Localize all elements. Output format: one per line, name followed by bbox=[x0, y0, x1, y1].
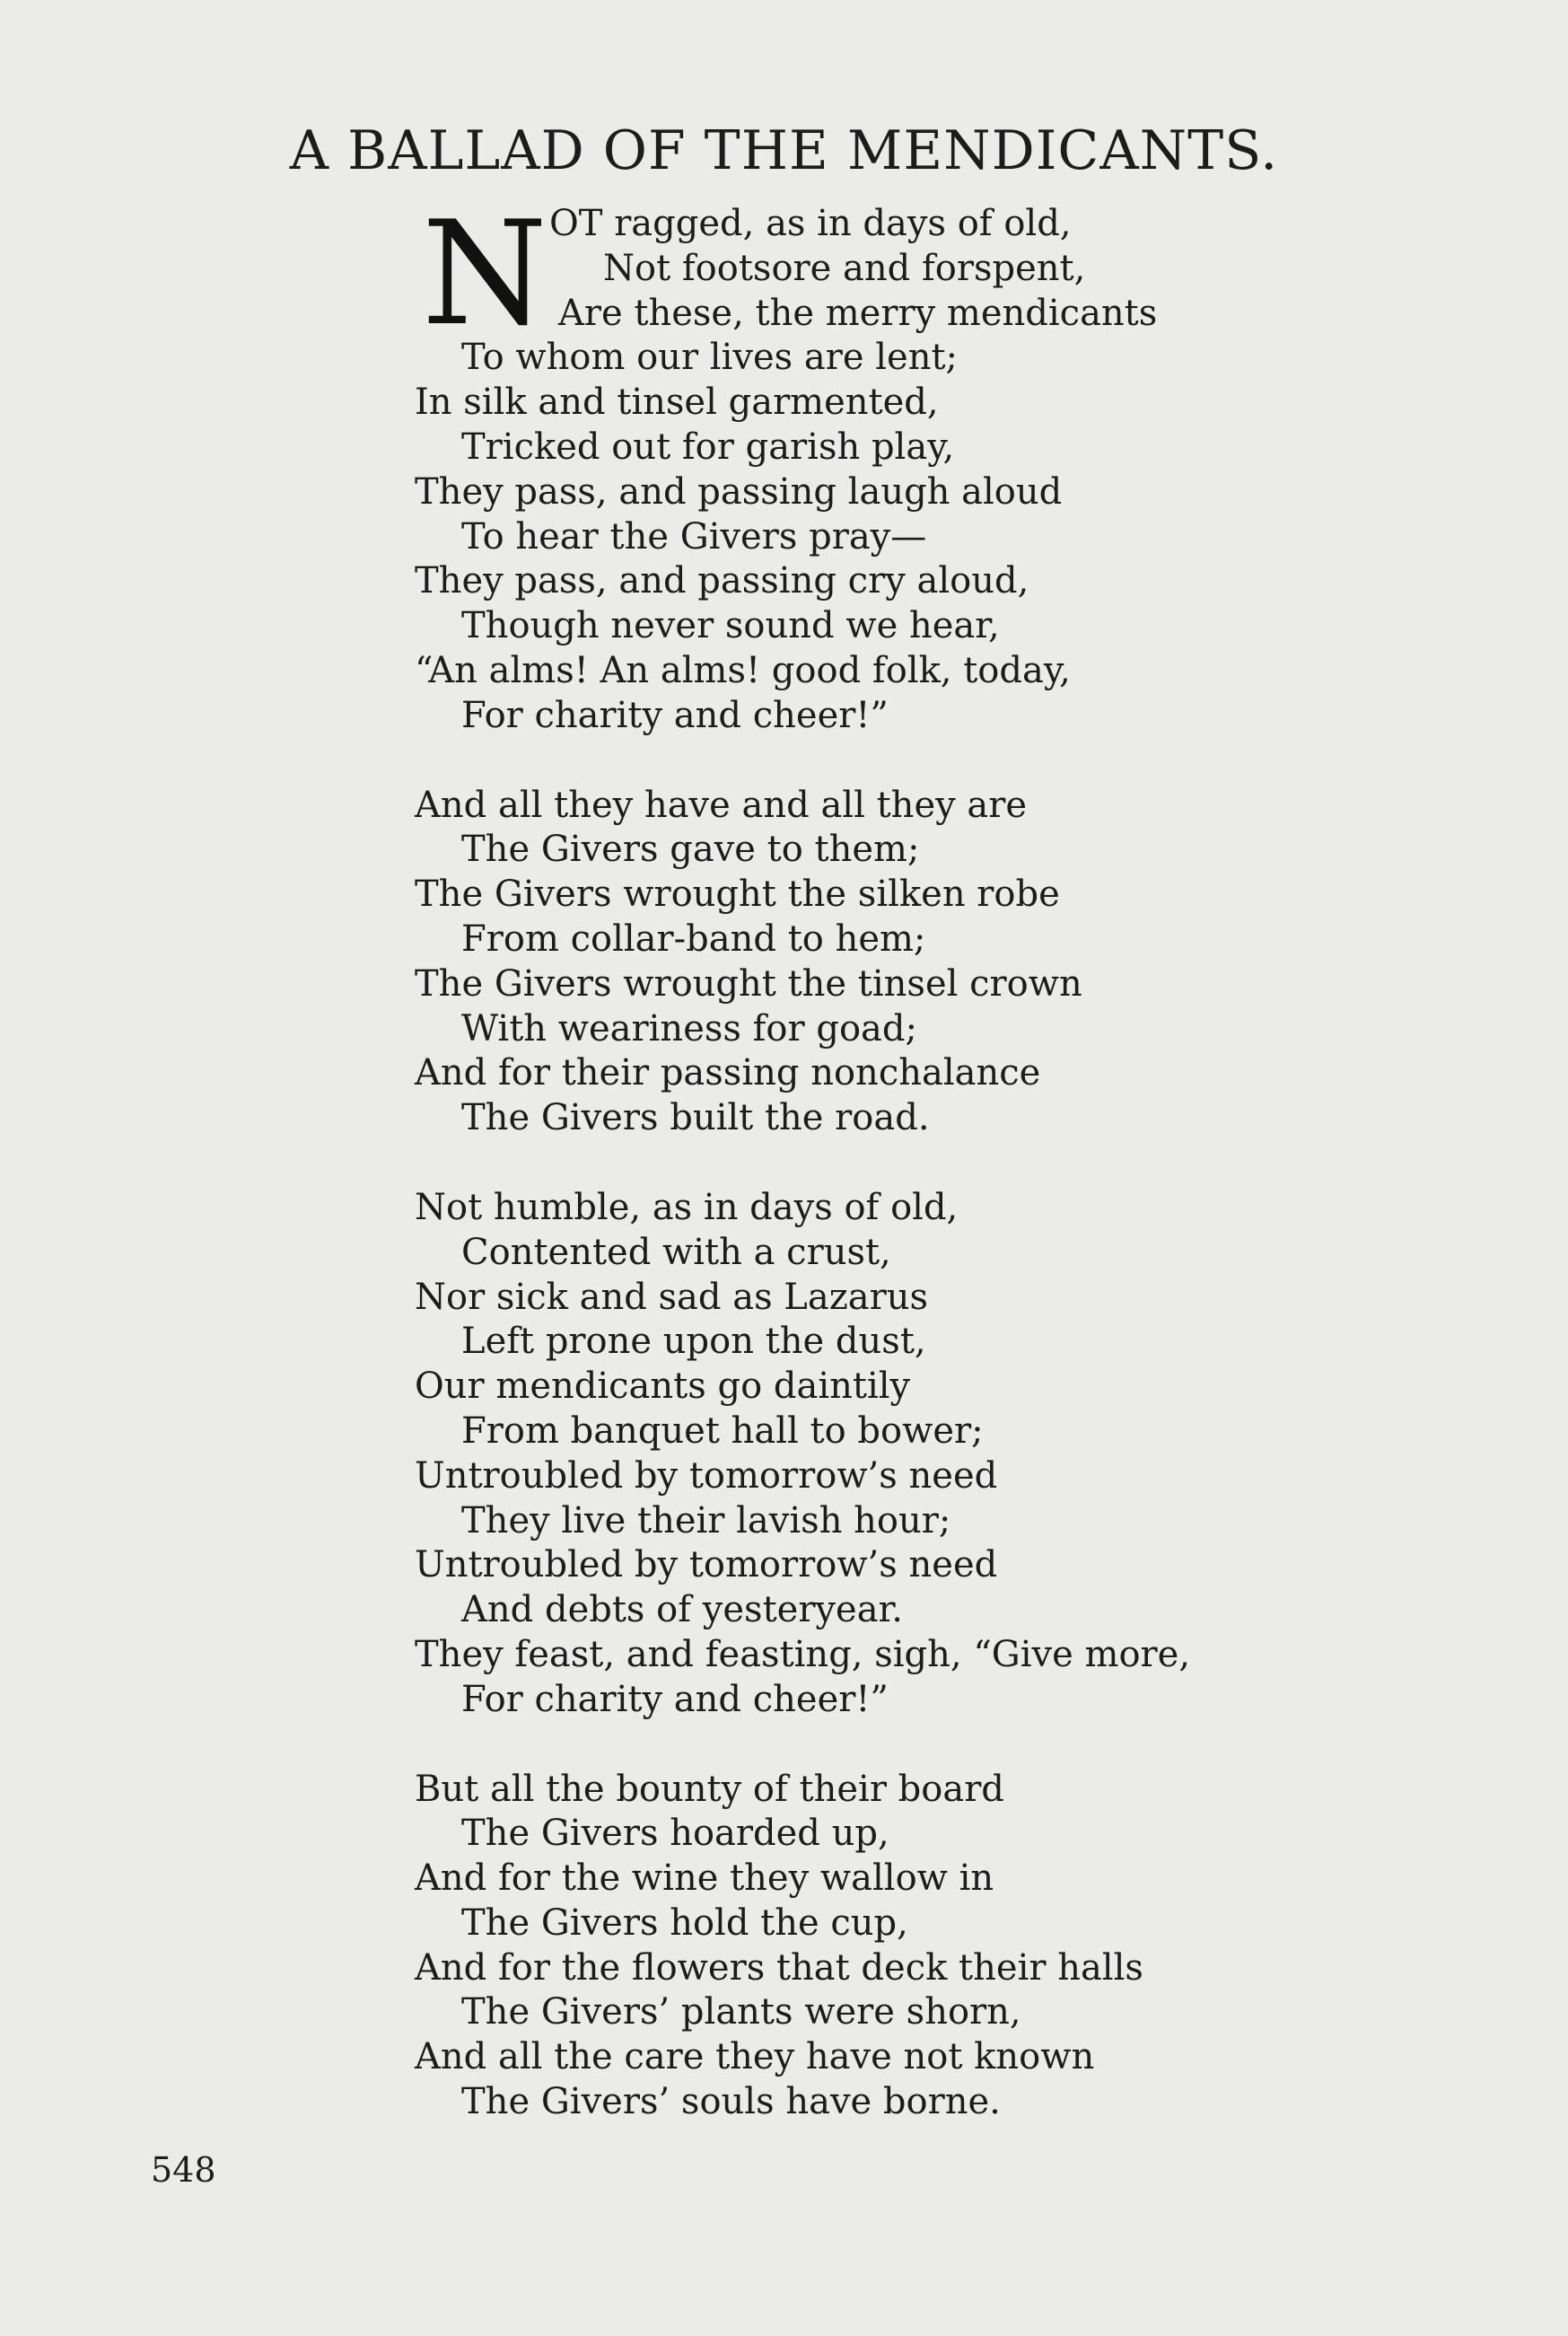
poem-line: The Givers’ souls have borne. bbox=[461, 2081, 1001, 2123]
poem-line: The Givers wrought the tinsel crown bbox=[415, 962, 1082, 1005]
poem-line: Not humble, as in days of old, bbox=[415, 1186, 959, 1228]
drop-cap-block bbox=[415, 189, 1420, 357]
poem-line: And all the care they have not known bbox=[415, 2036, 1095, 2078]
poem-line: They feast, and feasting, sigh, “Give more, bbox=[415, 1633, 1191, 1675]
poem-line: Untroubled by tomorrow’s need bbox=[415, 1544, 998, 1586]
poem-line: They live their lavish hour; bbox=[461, 1499, 951, 1541]
poem-line: And for the wine they wallow in bbox=[415, 1857, 994, 1900]
poem-line: They pass, and passing cry aloud, bbox=[415, 560, 1029, 602]
poem-line: But all the bounty of their board bbox=[415, 1768, 1004, 1810]
poem-line: They pass, and passing laugh aloud bbox=[415, 470, 1063, 513]
poem-line: Not footsore and forspent, bbox=[603, 247, 1086, 289]
poem bbox=[415, 189, 1420, 2170]
poem-line: From collar-band to hem; bbox=[461, 918, 926, 960]
poem-line: Our mendicants go daintily bbox=[415, 1366, 911, 1408]
poem-line: From banquet hall to bower; bbox=[461, 1410, 984, 1452]
poem-line: Tricked out for garish play, bbox=[461, 426, 955, 468]
poem-line: Untroubled by tomorrow’s need bbox=[415, 1454, 998, 1497]
poem-line: The Givers wrought the silken robe bbox=[415, 874, 1060, 916]
poem-line: Left prone upon the dust, bbox=[461, 1321, 926, 1363]
page-number: 548 bbox=[151, 2150, 216, 2190]
poem-line: OT ragged, as in days of old, bbox=[549, 203, 1072, 244]
poem-line: And for the flowers that deck their halls bbox=[415, 1946, 1143, 1989]
page-title: A BALLAD OF THE MENDICANTS. bbox=[289, 119, 1279, 182]
stanza-1 bbox=[415, 189, 1420, 739]
stanza-2 bbox=[415, 784, 1420, 1141]
drop-cap: N bbox=[422, 189, 547, 357]
stanza-3 bbox=[415, 1186, 1420, 1723]
poem-line: With weariness for goad; bbox=[461, 1007, 917, 1049]
poem-line: To hear the Givers pray— bbox=[461, 515, 927, 558]
poem-line: And for their passing nonchalance bbox=[415, 1052, 1041, 1094]
poem-line: To whom our lives are lent; bbox=[461, 337, 959, 379]
poem-line: And all they have and all they are bbox=[415, 784, 1028, 826]
poem-line: Are these, the merry mendicants bbox=[558, 292, 1158, 334]
poem-line: The Givers hoarded up, bbox=[461, 1813, 889, 1855]
poem-line: The Givers hold the cup, bbox=[461, 1901, 908, 1944]
poem-line: The Givers’ plants were shorn, bbox=[461, 1991, 1021, 2033]
stanza-4 bbox=[415, 1768, 1420, 2125]
poem-line: For charity and cheer!” bbox=[461, 1678, 889, 1720]
poem-line: Contented with a crust, bbox=[461, 1231, 891, 1273]
poem-line: Though never sound we hear, bbox=[461, 605, 1000, 647]
poem-line: “An alms! An alms! good folk, today, bbox=[415, 649, 1071, 691]
poem-line: In silk and tinsel garmented, bbox=[415, 382, 939, 424]
poem-line: For charity and cheer!” bbox=[461, 694, 889, 736]
poem-line: The Givers gave to them; bbox=[461, 829, 920, 871]
poem-line: The Givers built the road. bbox=[461, 1097, 930, 1139]
poem-line: Nor sick and sad as Lazarus bbox=[415, 1276, 929, 1318]
poem-line: And debts of yesteryear. bbox=[461, 1589, 903, 1631]
